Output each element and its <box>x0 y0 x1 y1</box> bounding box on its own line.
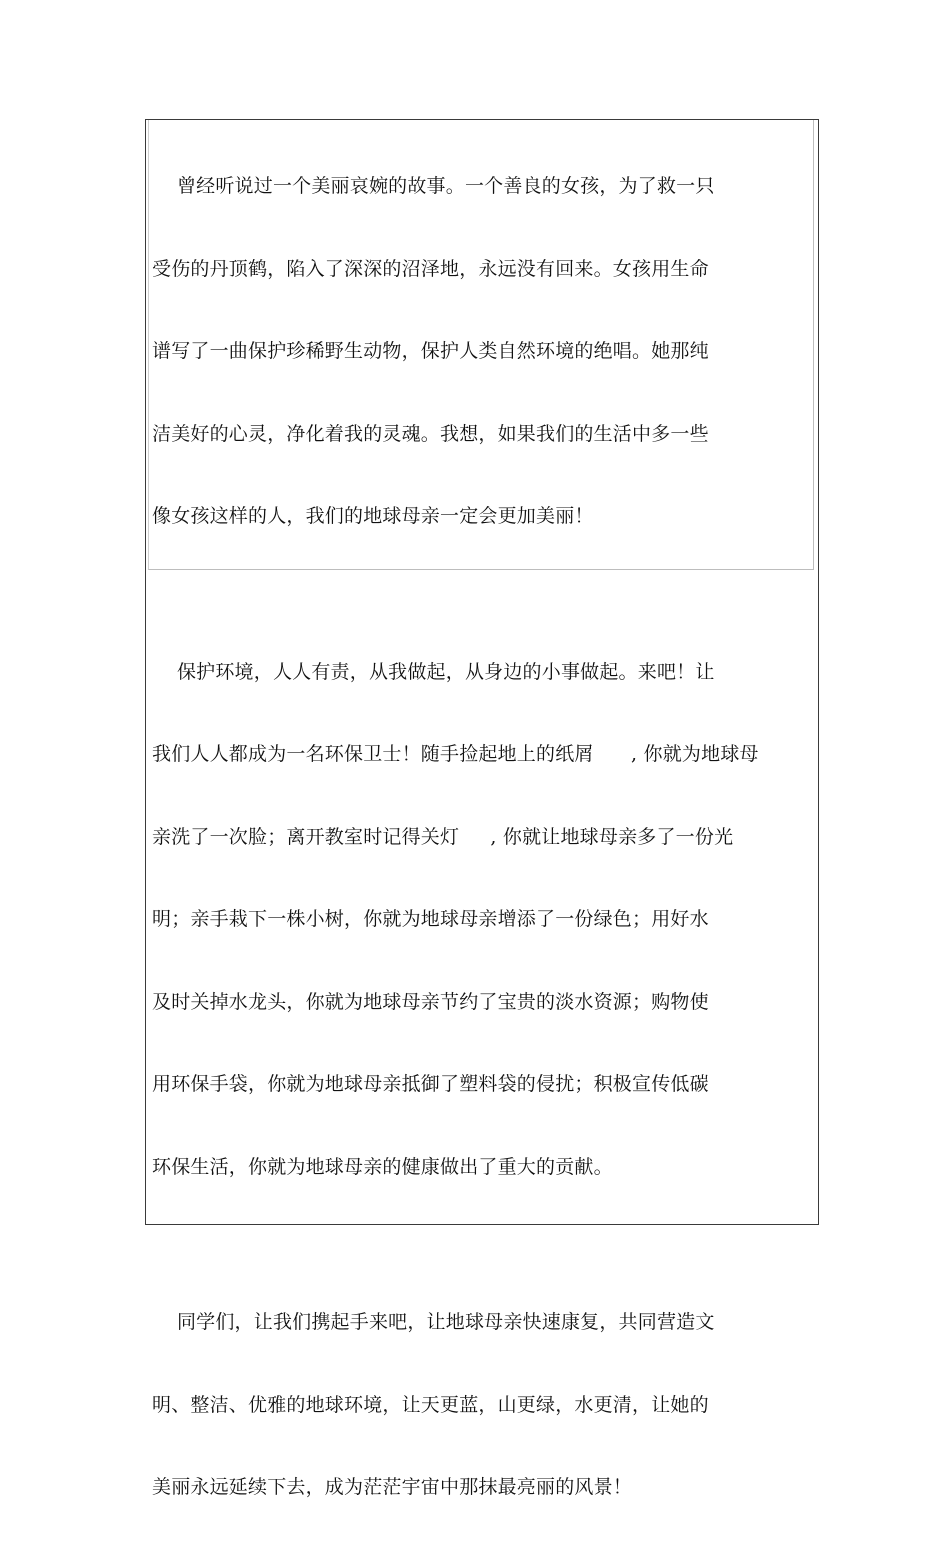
paragraph-3 <box>152 1254 812 1557</box>
text-line: 明；亲手栽下一株小树，你就为地球母亲增添了一份绿色；用好水 <box>152 908 709 930</box>
text-line: 及时关掉水龙头，你就为地球母亲节约了宝贵的淡水资源；购物使 <box>152 990 709 1013</box>
text-line: 我们人人都成为一名环保卫士！随手捡起地上的纸屑 , 你就为地球母 <box>152 743 759 765</box>
text-line: 美丽永远延续下去，成为茫茫宇宙中那抹最亮丽的风景！ <box>152 1476 633 1498</box>
text-line: 受伤的丹顶鹤，陷入了深深的沼泽地，永远没有回来。女孩用生命 <box>152 257 709 280</box>
text-line: 环保生活，你就为地球母亲的健康做出了重大的贡献。 <box>152 1155 613 1178</box>
text-line: 用环保手袋，你就为地球母亲抵御了塑料袋的侵扰；积极宣传低碳 <box>152 1073 709 1095</box>
paragraph-2 <box>152 604 812 1237</box>
text-line: 谱写了一曲保护珍稀野生动物，保护人类自然环境的绝唱。她那纯 <box>152 340 709 362</box>
paragraph-1 <box>152 118 812 586</box>
text-line: 曾经听说过一个美丽哀婉的故事。一个善良的女孩，为了救一只 <box>152 175 715 197</box>
text-line: 亲洗了一次脸；离开教室时记得关灯 , 你就让地球母亲多了一份光 <box>152 825 734 848</box>
text-line: 明、整洁、优雅的地球环境，让天更蓝，山更绿，水更清，让她的 <box>152 1393 709 1416</box>
essay-text <box>152 118 812 1557</box>
text-line: 像女孩这样的人，我们的地球母亲一定会更加美丽！ <box>152 505 594 527</box>
text-line: 同学们，让我们携起手来吧，让地球母亲快速康复，共同营造文 <box>152 1311 715 1333</box>
text-line: 洁美好的心灵，净化着我的灵魂。我想，如果我们的生活中多一些 <box>152 422 709 445</box>
text-line: 保护环境，人人有责，从我做起，从身边的小事做起。来吧！让 <box>152 660 715 683</box>
